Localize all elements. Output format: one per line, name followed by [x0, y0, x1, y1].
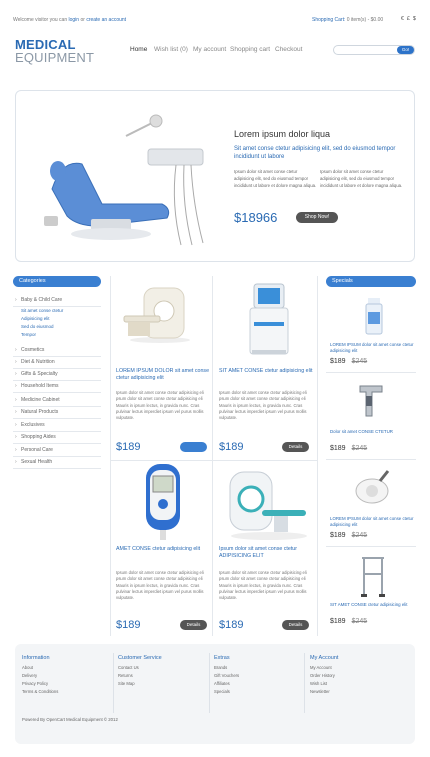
top-bar	[0, 14, 430, 26]
subcategory-item[interactable]: Adipisicing elit	[21, 316, 50, 321]
login-link[interactable]: login	[68, 17, 80, 23]
grid-divider	[110, 460, 317, 461]
product-price: $189	[219, 619, 244, 631]
special-title[interactable]: Dolor sit amet CONSE CTETUR	[330, 429, 393, 434]
special-price	[330, 532, 367, 539]
search-button[interactable]: Go!	[397, 46, 414, 54]
shop-now-button[interactable]: Shop Now!	[296, 212, 338, 223]
special-title[interactable]: LOREM IPSUM dolor sit amet conse ctetur adipisicing elit	[330, 516, 414, 528]
product-price: $189	[219, 441, 244, 453]
ct-scanner-image	[224, 466, 309, 541]
cart-summary[interactable]	[312, 17, 383, 23]
subcategory-item[interactable]: Sed do eiusmod	[21, 324, 54, 329]
product-title[interactable]: SIT AMET CONSE ctetur adipisicing elit	[219, 368, 313, 374]
footer-heading-information: Information	[22, 655, 50, 661]
category-gifts-specialty[interactable]: › Gifts & Specialty	[13, 369, 101, 381]
special-price	[330, 358, 367, 365]
footer-heading-extras: Extras	[214, 655, 230, 661]
category-baby-child-care[interactable]: › Baby & Child Care	[13, 295, 101, 307]
currency-dollar[interactable]: $	[413, 16, 416, 22]
product-description: Ipsum dolor sit amet conse ctetur adipisicing eli psum dolor sit amet conse ctetur adipisicing eli Mauris in ipsum lectus, in gravida nunc. Cras pulvinar lectus imperdiet ipsum vel purus mollis vulputate.	[219, 570, 307, 601]
nav-wish-list[interactable]: Wish list (0)	[154, 46, 188, 53]
footer-link-wish-list[interactable]: Wish List	[310, 681, 327, 686]
nav-checkout[interactable]: Checkout	[275, 46, 303, 53]
special-old-price: $245	[351, 618, 368, 625]
cart-value: 0 item(s) - $0.00	[346, 17, 384, 23]
slide-subtitle: Sit amet conse ctetur adipisicing elit, sed do eiusmod tempor incididunt ut labore	[234, 146, 396, 160]
special-title[interactable]: LOREM IPSUM dolor sit amet conse ctetur adipisicing elit	[330, 342, 414, 354]
footer-link-about[interactable]: About	[22, 665, 33, 670]
footer-heading-my-account: My Account	[310, 655, 339, 661]
mri-scanner-image	[120, 284, 190, 344]
footer-divider	[209, 653, 210, 713]
footer-link-brands[interactable]: Brands	[214, 665, 228, 670]
nav-my-account[interactable]: My account	[193, 46, 227, 53]
slide-text-2: Ipsum dolor sit amet conse ctetur adipisicing elit, sed do eiusmod tempor incididunt ut labore et dolore magna aliqua.	[320, 169, 403, 188]
footer-link-terms[interactable]: Terms & Conditions	[22, 689, 59, 694]
product-title[interactable]: LOREM IPSUM DOLOR sit amet conse ctetur adipisicing elit	[116, 368, 210, 381]
footer-link-my-account[interactable]: My Account	[310, 665, 332, 670]
footer-link-sitemap[interactable]: Site Map	[118, 681, 135, 686]
category-diet-nutrition[interactable]: › Diet & Nutrition	[13, 357, 101, 369]
specials-divider	[326, 546, 416, 547]
footer-link-order-history[interactable]: Order History	[310, 673, 335, 678]
slide-price: $18966	[234, 210, 278, 225]
product-title[interactable]: Ipsum dolor sit amet conse ctetur ADIPISICING ELIT	[219, 546, 298, 559]
product-title[interactable]: AMET CONSE ctetur adipisicing elit	[116, 546, 201, 552]
details-button[interactable]	[180, 442, 207, 452]
category-natural-products[interactable]: › Natural Products	[13, 407, 101, 419]
footer-link-returns[interactable]: Returns	[118, 673, 133, 678]
massager-image	[352, 467, 392, 507]
nav-shopping-cart[interactable]: Shopping cart	[230, 46, 271, 53]
special-price	[330, 445, 367, 452]
product-description: Ipsum dolor sit amet conse ctetur adipisicing eli psum dolor sit amet conse ctetur adipisicing eli Mauris in ipsum lectus, in gravida nunc. Cras pulvinar lectus imperdiet ipsum vel purus mollis vulputate.	[116, 570, 204, 601]
slide-text-1: Ipsum dolor sit amet conse ctetur adipisicing elit, sed do eiusmod tempor incididunt ut labore et dolore magna aliqua.	[234, 169, 317, 188]
create-account-link[interactable]: create an account	[86, 17, 127, 23]
footer-link-privacy[interactable]: Privacy Policy	[22, 681, 49, 686]
specials-header: Specials	[326, 276, 416, 287]
product-description: Ipsum dolor sit amet conse ctetur adipisicing eli psum dolor sit amet conse ctetur adipisicing eli Mauris in ipsum lectus, in gravida nunc. Cras pulvinar lectus imperdiet ipsum vel purus mollis vulputate.	[116, 390, 204, 421]
footer-heading-customer-service: Customer Service	[118, 655, 162, 661]
footer-link-gift-vouchers[interactable]: Gift Vouchers	[214, 673, 240, 678]
currency-pound[interactable]: £	[407, 16, 410, 22]
welcome-message	[13, 17, 126, 23]
grid-divider	[317, 276, 318, 636]
special-new-price: $189	[330, 445, 346, 452]
categories-header: Categories	[13, 276, 101, 287]
details-button[interactable]: Details	[282, 620, 309, 630]
or-text: or	[80, 17, 85, 23]
medical-cabinet-image	[236, 280, 296, 360]
grid-divider	[212, 276, 213, 636]
category-exclusives[interactable]: › Exclusives	[13, 420, 101, 432]
category-medicine-cabinet[interactable]: › Medicine Cabinet	[13, 395, 101, 407]
currency-euro[interactable]: €	[401, 16, 404, 22]
category-shopping-aides[interactable]: › Shopping Aides	[13, 432, 101, 444]
slide-title: Lorem ipsum dolor liqua	[234, 129, 331, 139]
footer-link-contact[interactable]: Contact Us	[118, 665, 139, 670]
logo-line1[interactable]: MEDICAL	[15, 37, 76, 52]
footer-link-delivery[interactable]: Delivery	[22, 673, 38, 678]
product-price: $189	[116, 441, 141, 453]
dental-chair-image	[36, 101, 216, 251]
logo-line2[interactable]: EQUIPMENT	[15, 50, 95, 65]
footer-link-specials[interactable]: Specials	[214, 689, 230, 694]
special-title[interactable]: SIT AMET CONSE ctetur adipisicing elit	[330, 602, 408, 607]
special-old-price: $245	[351, 358, 368, 365]
subcategory-item[interactable]: Tempor	[21, 332, 37, 337]
nav-home[interactable]: Home	[130, 46, 148, 53]
surgical-tool-image	[356, 380, 386, 420]
specials-divider	[326, 372, 416, 373]
product-description: Ipsum dolor sit amet conse ctetur adipisicing eli psum dolor sit amet conse ctetur adipisicing eli Mauris in ipsum lectus, in gravida nunc. Cras pulvinar lectus imperdiet ipsum vel purus mollis vulputate.	[219, 390, 307, 421]
welcome-text: Welcome visitor you can	[13, 17, 68, 23]
special-new-price: $189	[330, 358, 346, 365]
powered-by-text: Powered By OpenCart Medical Equipment © 2012	[22, 717, 118, 722]
details-button[interactable]: Details	[282, 442, 309, 452]
category-sexual-health[interactable]: › Sexual Health	[13, 457, 101, 469]
footer-divider	[304, 653, 305, 713]
product-price: $189	[116, 619, 141, 631]
special-new-price: $189	[330, 532, 346, 539]
glucose-meter-image	[138, 462, 188, 542]
category-household-items[interactable]: › Household Items	[13, 381, 101, 393]
special-price	[330, 618, 367, 625]
grid-divider	[110, 276, 111, 636]
footer-link-affiliates[interactable]: Affiliates	[214, 681, 230, 686]
cart-label[interactable]: Shopping Cart:	[312, 17, 346, 23]
special-old-price: $245	[351, 532, 368, 539]
subcategory-item[interactable]: Sit amet conse ctetur	[21, 308, 64, 313]
medicine-bottle-image	[364, 296, 384, 336]
details-button[interactable]: Details	[180, 620, 207, 630]
special-old-price: $245	[351, 445, 368, 452]
specials-divider	[326, 459, 416, 460]
category-personal-care[interactable]: › Personal Care	[13, 445, 101, 457]
footer-divider	[113, 653, 114, 713]
category-cosmetics[interactable]: › Cosmetics	[13, 345, 101, 357]
special-new-price: $189	[330, 618, 346, 625]
footer-link-newsletter[interactable]: Newsletter	[310, 689, 330, 694]
walker-image	[356, 554, 390, 598]
